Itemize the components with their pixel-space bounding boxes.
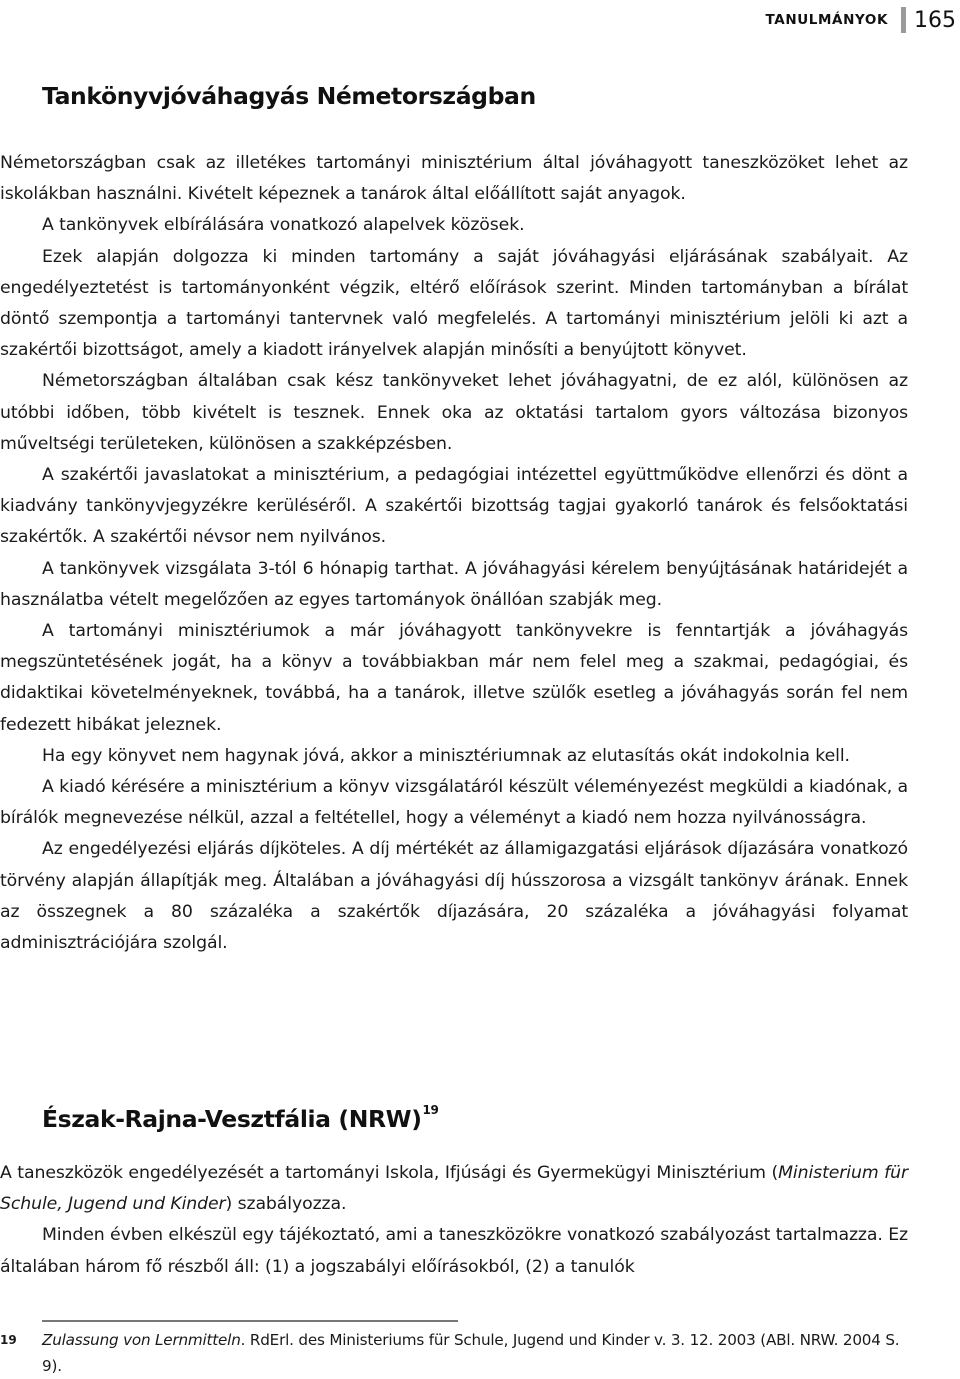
paragraph: A tartományi minisztériumok a már jóváhagyott tankönyvekre is fenntartják a jóváhagyás megszüntetésének jogát, ha a könyv a továbbiakban már nem felel meg a szakmai, pedagógiai, és didaktikai követelményeknek, továbbá, ha a tanárok, illetve szülők esetleg a jóváhagyás során fel nem fedezett hibákat jeleznek. <box>0 621 908 735</box>
paragraph-text: A taneszközök engedélyezését a tartományi Iskola, Ifjúsági és Gyermekügyi Minisztérium ( <box>0 1163 779 1183</box>
paragraph: Németországban általában csak kész tankönyveket lehet jóváhagyatni, de ez alól, különösen az utóbbi időben, több kivételt is tesznek. Ennek oka az oktatási tartalom gyors változása bizonyos műveltségi területeken, különösen a szakképzésben. <box>0 371 908 454</box>
section-body-germany <box>0 148 908 959</box>
footnote-citation: . RdErl. des Ministeriums für Schule, Jugend und Kinder v. 3. 12. 2003 (ABl. NRW. 2004 S. 9). <box>42 1331 900 1375</box>
paragraph: A kiadó kérésére a minisztérium a könyv vizsgálatáról készült véleményezést megküldi a kiadónak, a bírálók megnevezése nélkül, azzal a feltétellel, hogy a véleményt a kiadó nem hozza nyilvánosságra. <box>0 777 908 829</box>
paragraph <box>0 1158 908 1220</box>
section-label: TANULMÁNYOK <box>765 12 888 28</box>
footnote <box>0 1327 912 1379</box>
paragraph-text: ) szabályozza. <box>225 1194 347 1215</box>
section-title-nrw-text: Észak-Rajna-Vesztfália (NRW) <box>42 1105 422 1133</box>
paragraph: A tankönyvek vizsgálata 3-tól 6 hónapig tarthat. A jóváhagyási kérelem benyújtásának határidejét a használatba vételt megelőzően az egyes tartományok önállóan szabják meg. <box>0 558 908 610</box>
footnote-reference[interactable]: 19 <box>422 1103 439 1117</box>
page-number: 165 <box>914 7 956 33</box>
section-title-germany: Tankönyvjóváhagyás Németországban <box>42 82 536 110</box>
paragraph: Ha egy könyvet nem hagynak jóvá, akkor a minisztériumnak az elutasítás okát indokolnia kell. <box>42 745 850 766</box>
paragraph: Németországban csak az illetékes tartományi minisztérium által jóváhagyott taneszközöket lehet az iskolákban használni. Kivételt képeznek a tanárok által előállított saját anyagok. <box>0 153 908 205</box>
header-divider <box>901 7 906 33</box>
paragraph: Ezek alapján dolgozza ki minden tartomány a saját jóváhagyási eljárásának szabályait. Az engedélyeztetést is tartományonként végzik, eltérő előírások szerint. Minden tartományban a bírálat döntő szempontja a tartományi tantervnek való megfelelés. A tartományi minisztérium jelöli ki azt a szakértői bizottságot, amely a kiadott irányelvek alapján minősíti a benyújtott könyvet. <box>0 246 908 361</box>
section-body-nrw <box>0 1158 908 1283</box>
footnote-title: Zulassung von Lernmitteln <box>42 1331 241 1349</box>
paragraph: A szakértői javaslatokat a minisztérium, a pedagógiai intézettel együttműködve ellenőrzi és dönt a kiadvány tankönyvjegyzékre kerüléséről. A szakértői bizottság tagjai gyakorló tanárok és felsőoktatási szakértők. A szakértői névsor nem nyilvános. <box>0 465 908 548</box>
running-head <box>766 6 960 34</box>
section-title-nrw <box>42 1105 438 1133</box>
ministry-name-german: Ministerium für Schule, Jugend und Kinder <box>0 1163 908 1215</box>
footnote-divider <box>42 1320 458 1322</box>
paragraph: A tankönyvek elbírálására vonatkozó alapelvek közösek. <box>42 215 525 236</box>
footnote-number: 19 <box>0 1333 17 1347</box>
paragraph: Minden évben elkészül egy tájékoztató, ami a taneszközökre vonatkozó szabályozást tartalmazza. Ez általában három fő részből áll: (1) a jogszabályi előírásokból, (2) a tanulók <box>0 1225 908 1277</box>
paragraph: Az engedélyezési eljárás díjköteles. A díj mértékét az államigazgatási eljárások díjazására vonatkozó törvény alapján állapítják meg. Általában a jóváhagyási díj hússzorosa a vizsgált tankönyv árának. Ennek az összegnek a 80 százaléka a szakértők díjazására, 20 százaléka a jóváhagyási folyamat adminisztrációjára szolgál. <box>0 839 908 954</box>
footnote-text <box>42 1327 912 1379</box>
